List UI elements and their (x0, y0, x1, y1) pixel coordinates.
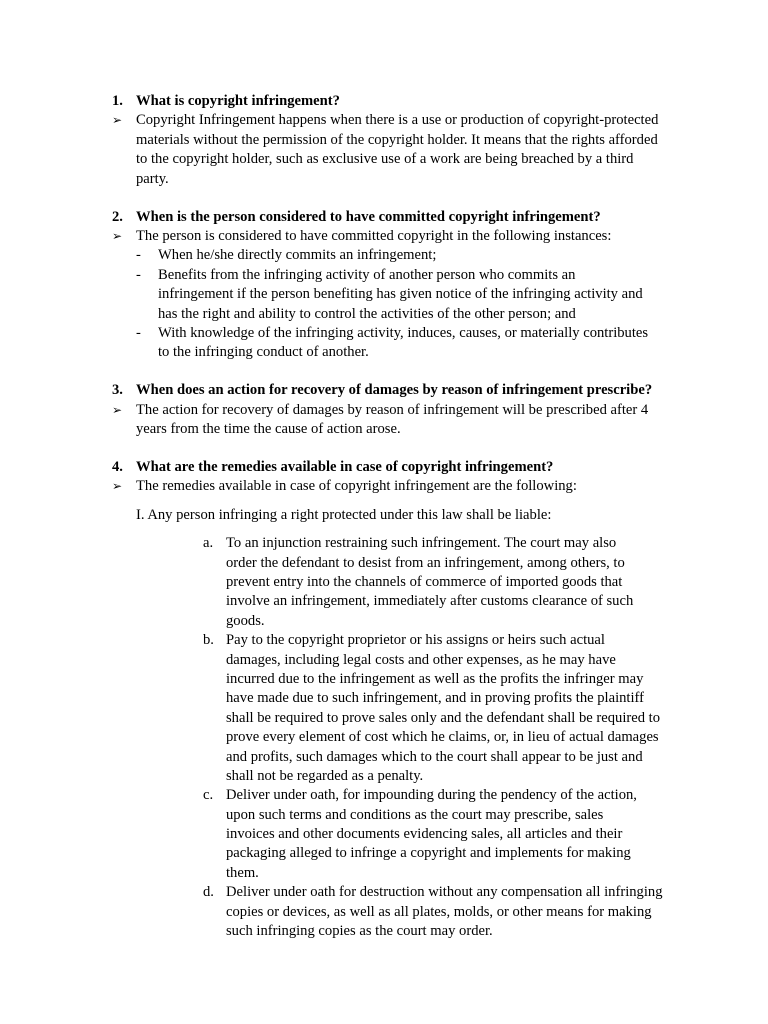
spacer (0, 189, 768, 208)
list-item-text: infringement if the person benefiting has given notice of the infringing activity and (158, 286, 643, 303)
remedy-line (0, 806, 768, 825)
question-text: When is the person considered to have committed copyright infringement? (136, 208, 601, 225)
remedy-item-a (0, 534, 768, 553)
remedy-line (0, 592, 768, 611)
remedy-letter: c. (203, 787, 214, 804)
answer-line (0, 227, 768, 246)
list-item-text: Benefits from the infringing activity of another person who commits an (158, 266, 576, 283)
remedy-line (0, 922, 768, 941)
remedy-text: them. (226, 864, 259, 881)
answer-text: The action for recovery of damages by reason of infringement will be prescribed after 4 (136, 401, 649, 418)
question-1 (0, 92, 768, 111)
question-number: 1. (112, 93, 123, 109)
arrow-bullet-icon: ➢ (112, 228, 123, 243)
remedy-text: involve an infringement, immediately after customs clearance of such (226, 593, 634, 610)
spacer (0, 439, 768, 458)
remedy-line (0, 864, 768, 883)
answer-line (0, 170, 768, 189)
answer-line (0, 401, 768, 420)
list-item-continued (0, 305, 768, 324)
question-number: 3. (112, 382, 123, 399)
remedy-text: order the defendant to desist from an infringement, among others, to (226, 554, 625, 571)
remedy-text: Deliver under oath for destruction without any compensation all infringing (226, 884, 663, 901)
remedy-text: Deliver under oath, for impounding during the pendency of the action, (226, 787, 637, 804)
list-item-text: has the right and ability to control the activities of the other person; and (158, 305, 576, 322)
answer-text: Copyright Infringement happens when there is a use or production of copyright-protected (136, 112, 659, 129)
remedy-line (0, 670, 768, 689)
list-item-text: With knowledge of the infringing activity, induces, causes, or materially contributes (158, 324, 649, 341)
remedy-text: damages, including legal costs and other expenses, as he may have (226, 651, 616, 668)
remedy-line (0, 689, 768, 708)
remedy-line (0, 573, 768, 592)
answer-text: party. (136, 170, 169, 187)
answer-line (0, 150, 768, 169)
remedy-line (0, 651, 768, 670)
answer-line (0, 477, 768, 496)
remedy-line (0, 612, 768, 631)
dash-bullet: - (136, 324, 141, 341)
remedy-text: packaging alleged to infringe a copyright and implements for making (226, 845, 631, 862)
answer-line (0, 131, 768, 150)
remedy-line (0, 767, 768, 786)
roman-numeral-item (0, 506, 768, 525)
list-item-continued (0, 343, 768, 362)
dash-bullet: - (136, 266, 141, 283)
spacer (0, 363, 768, 382)
remedy-line (0, 825, 768, 844)
remedy-item-c (0, 786, 768, 805)
arrow-bullet-icon: ➢ (112, 402, 123, 417)
remedy-text: invoices and other documents evidencing sales, all articles and their (226, 826, 623, 843)
spacer (0, 525, 768, 534)
remedy-line (0, 728, 768, 747)
roman-item-text: I. Any person infringing a right protected under this law shall be liable: (136, 506, 552, 523)
remedy-line (0, 554, 768, 573)
list-item-continued (0, 285, 768, 304)
arrow-bullet-icon: ➢ (112, 113, 123, 128)
question-2 (0, 208, 768, 227)
answer-text: years from the time the cause of action arose. (136, 421, 401, 438)
remedy-text: have made due to such infringement, and in proving profits the plaintiff (226, 690, 644, 707)
question-text: What are the remedies available in case of copyright infringement? (136, 459, 554, 476)
remedy-text: copies or devices, as well as all plates, molds, or other means for making (226, 903, 652, 920)
remedy-text: incurred due to the infringement as well as the profits the infringer may (226, 670, 644, 687)
remedy-text: shall be required to prove sales only and the defendant shall be required to (226, 709, 661, 726)
list-item-text: to the infringing conduct of another. (158, 344, 369, 361)
remedy-text: shall not be regarded as a penalty. (226, 767, 424, 784)
answer-text: The person is considered to have committed copyright in the following instances: (136, 227, 612, 244)
remedy-text: such infringing copies as the court may order. (226, 923, 493, 940)
question-4 (0, 458, 768, 477)
remedy-line (0, 748, 768, 767)
remedy-line (0, 709, 768, 728)
answer-line (0, 111, 768, 130)
answer-text: to the copyright holder, such as exclusive use of a work are being breached by a third (136, 151, 634, 168)
remedy-line (0, 903, 768, 922)
remedy-line (0, 844, 768, 863)
dash-bullet: - (136, 247, 141, 264)
remedy-text: upon such terms and conditions as the court may prescribe, sales (226, 806, 604, 823)
answer-text: The remedies available in case of copyright infringement are the following: (136, 478, 577, 495)
answer-text: materials without the permission of the copyright holder. It means that the rights afforded (136, 131, 658, 148)
remedy-letter: a. (203, 535, 214, 552)
question-text: When does an action for recovery of damages by reason of infringement prescribe? (136, 382, 653, 399)
question-number: 2. (112, 208, 123, 225)
question-number: 4. (112, 459, 123, 476)
remedy-text: goods. (226, 612, 265, 629)
list-item (0, 246, 768, 265)
remedy-text: prove every element of cost which he claims, or, in lieu of actual damages (226, 729, 659, 746)
remedy-item-d (0, 883, 768, 902)
remedy-text: To an injunction restraining such infringement. The court may also (226, 535, 617, 552)
arrow-bullet-icon: ➢ (112, 479, 123, 494)
question-3 (0, 381, 768, 400)
document-body (0, 92, 768, 941)
question-text: What is copyright infringement? (136, 93, 340, 109)
list-item (0, 266, 768, 285)
remedy-text: and profits, such damages which to the court shall appear to be just and (226, 748, 643, 765)
remedy-item-b (0, 631, 768, 650)
list-item (0, 324, 768, 343)
remedy-text: Pay to the copyright proprietor or his assigns or heirs such actual (226, 632, 605, 649)
remedy-letter: b. (203, 632, 214, 649)
answer-line (0, 420, 768, 439)
list-item-text: When he/she directly commits an infringement; (158, 247, 437, 264)
remedy-text: prevent entry into the channels of commerce of imported goods that (226, 573, 623, 590)
remedy-letter: d. (203, 884, 214, 901)
spacer (0, 497, 768, 506)
